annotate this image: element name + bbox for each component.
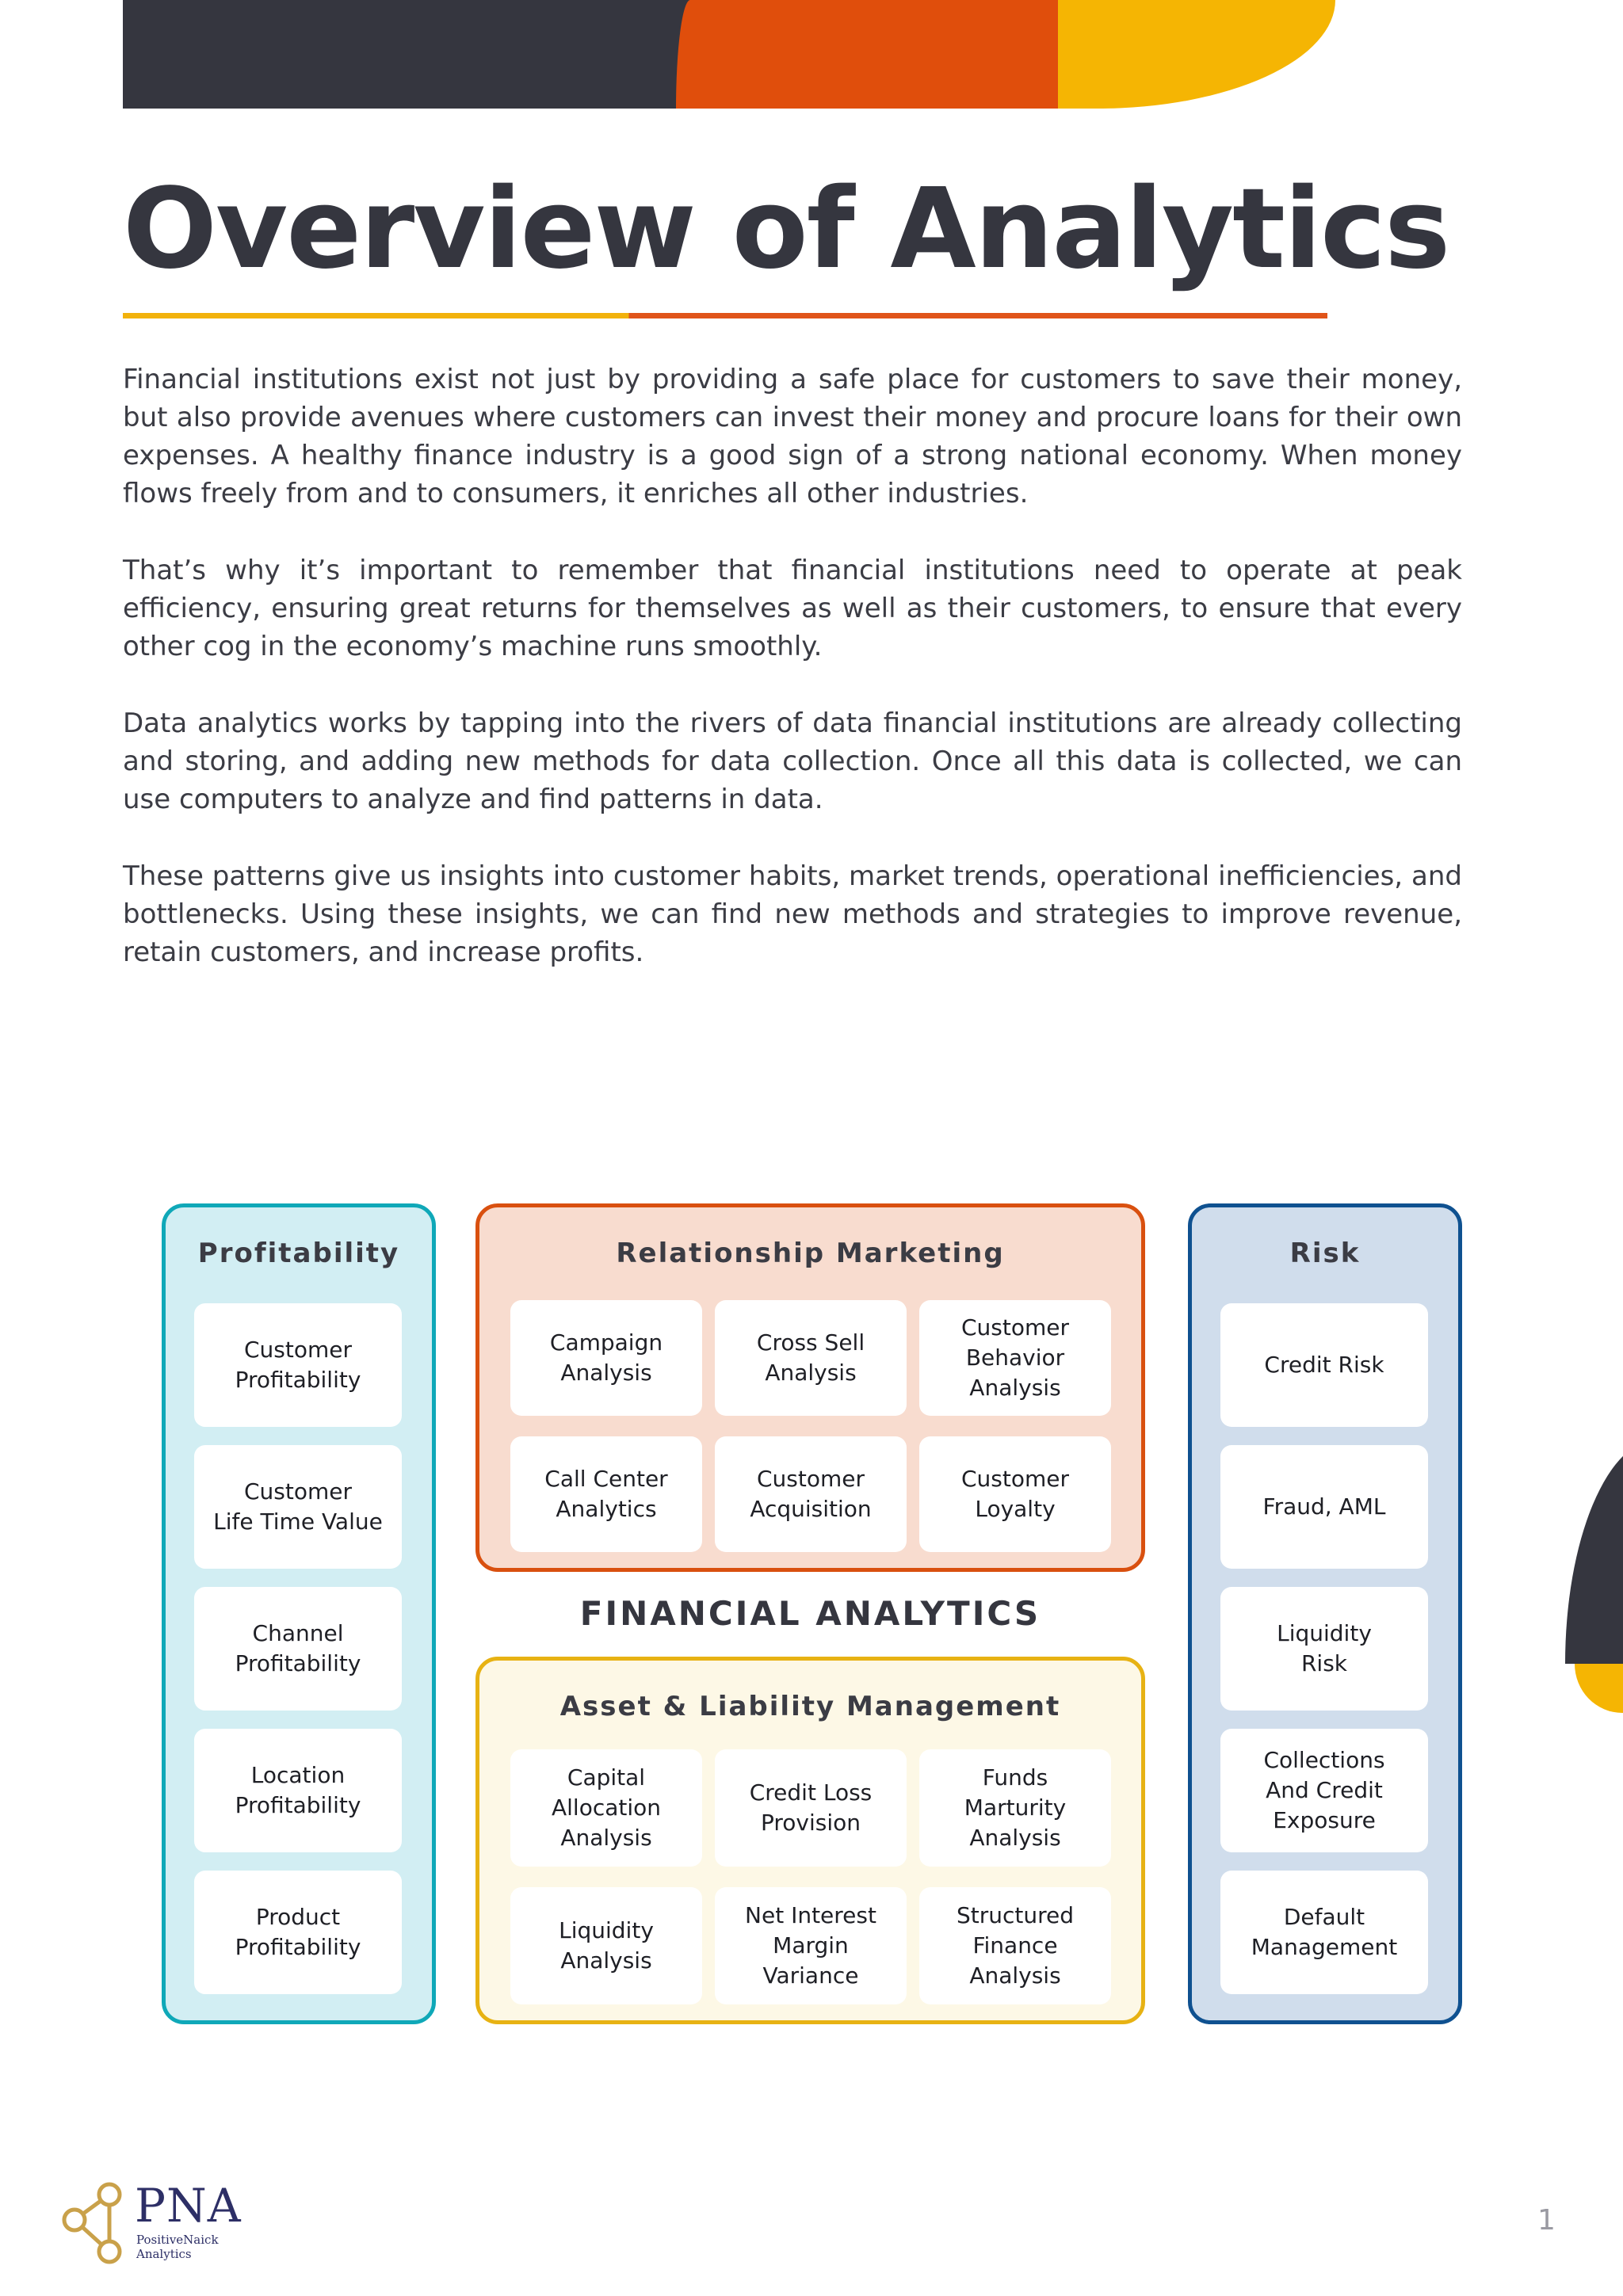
paragraph-1: Financial institutions exist not just by providing a safe place for customers to save their money, but also provide avenues where customers can invest their money and procure loans for their own expenses. A healthy finance industry is a good sign of a strong national economy. When money flows freely from and to consumers, it enriches all other industries. — [123, 364, 1462, 509]
network-nodes-icon — [57, 2180, 136, 2267]
page-number: 1 — [1537, 2204, 1556, 2237]
risk-panel — [1188, 1203, 1462, 2024]
header-band-dark — [123, 0, 701, 109]
risk-title: Risk — [1289, 1238, 1361, 1269]
paragraph-3: Data analytics works by tapping into the rivers of data financial institutions are already collecting and storing, and adding new methods for data collection. Once all this data is collected, we can use computers to analyze and find patterns in data. — [123, 707, 1462, 815]
body-text — [123, 360, 1462, 1010]
paragraph-4: These patterns give us insights into customer habits, market trends, operational inefficiencies, and bottlenecks. Using these insights, we can find new methods and strategies to improve revenue, retain customers, and increase profits. — [123, 860, 1462, 968]
relationship-marketing-item: Customer Loyalty — [919, 1436, 1111, 1552]
relationship-marketing-title: Relationship Marketing — [616, 1238, 1005, 1269]
risk-item: Collections And Credit Exposure — [1220, 1729, 1428, 1852]
logo-subtitle: PositiveNaick Analytics — [136, 2233, 219, 2261]
profitability-item: Product Profitability — [194, 1871, 402, 1994]
header-band-yellow — [1058, 0, 1335, 109]
relationship-marketing-panel — [475, 1203, 1145, 1572]
asset-liability-item: Structured Finance Analysis — [919, 1887, 1111, 2004]
profitability-panel — [162, 1203, 436, 2024]
profitability-item: Customer Profitability — [194, 1303, 402, 1427]
asset-liability-title: Asset & Liability Management — [559, 1691, 1061, 1722]
profitability-item: Location Profitability — [194, 1729, 402, 1852]
profitability-title: Profitability — [197, 1238, 400, 1269]
relationship-marketing-item: Call Center Analytics — [510, 1436, 702, 1552]
header-band-orange — [676, 0, 1058, 109]
paragraph-2: That’s why it’s important to remember that financial institutions need to operate at peak efficiency, ensuring great returns for themselves as well as their customers, to ensure that every other cog in the economy’s machine runs smoothly. — [123, 555, 1462, 662]
page-title: Overview of Analytics — [123, 165, 1449, 294]
risk-item: Liquidity Risk — [1220, 1587, 1428, 1711]
title-underline — [123, 313, 1327, 318]
side-decoration-yellow — [1575, 1664, 1623, 1713]
logo-name: PNA — [135, 2179, 242, 2233]
asset-liability-item: Capital Allocation Analysis — [510, 1749, 702, 1867]
financial-analytics-label: FINANCIAL ANALYTICS — [579, 1594, 1041, 1633]
asset-liability-panel — [475, 1657, 1145, 2024]
asset-liability-item: Liquidity Analysis — [510, 1887, 702, 2004]
relationship-marketing-item: Cross Sell Analysis — [715, 1300, 907, 1416]
relationship-marketing-item: Customer Acquisition — [715, 1436, 907, 1552]
risk-item: Fraud, AML — [1220, 1445, 1428, 1569]
asset-liability-item: Net Interest Margin Variance — [715, 1887, 907, 2004]
relationship-marketing-item: Campaign Analysis — [510, 1300, 702, 1416]
profitability-item: Channel Profitability — [194, 1587, 402, 1711]
risk-item: Default Management — [1220, 1871, 1428, 1994]
asset-liability-item: Credit Loss Provision — [715, 1749, 907, 1867]
side-decoration-dark — [1565, 1438, 1623, 1664]
risk-item: Credit Risk — [1220, 1303, 1428, 1427]
relationship-marketing-item: Customer Behavior Analysis — [919, 1300, 1111, 1416]
profitability-item: Customer Life Time Value — [194, 1445, 402, 1569]
company-logo — [57, 2180, 263, 2267]
asset-liability-item: Funds Marturity Analysis — [919, 1749, 1111, 1867]
